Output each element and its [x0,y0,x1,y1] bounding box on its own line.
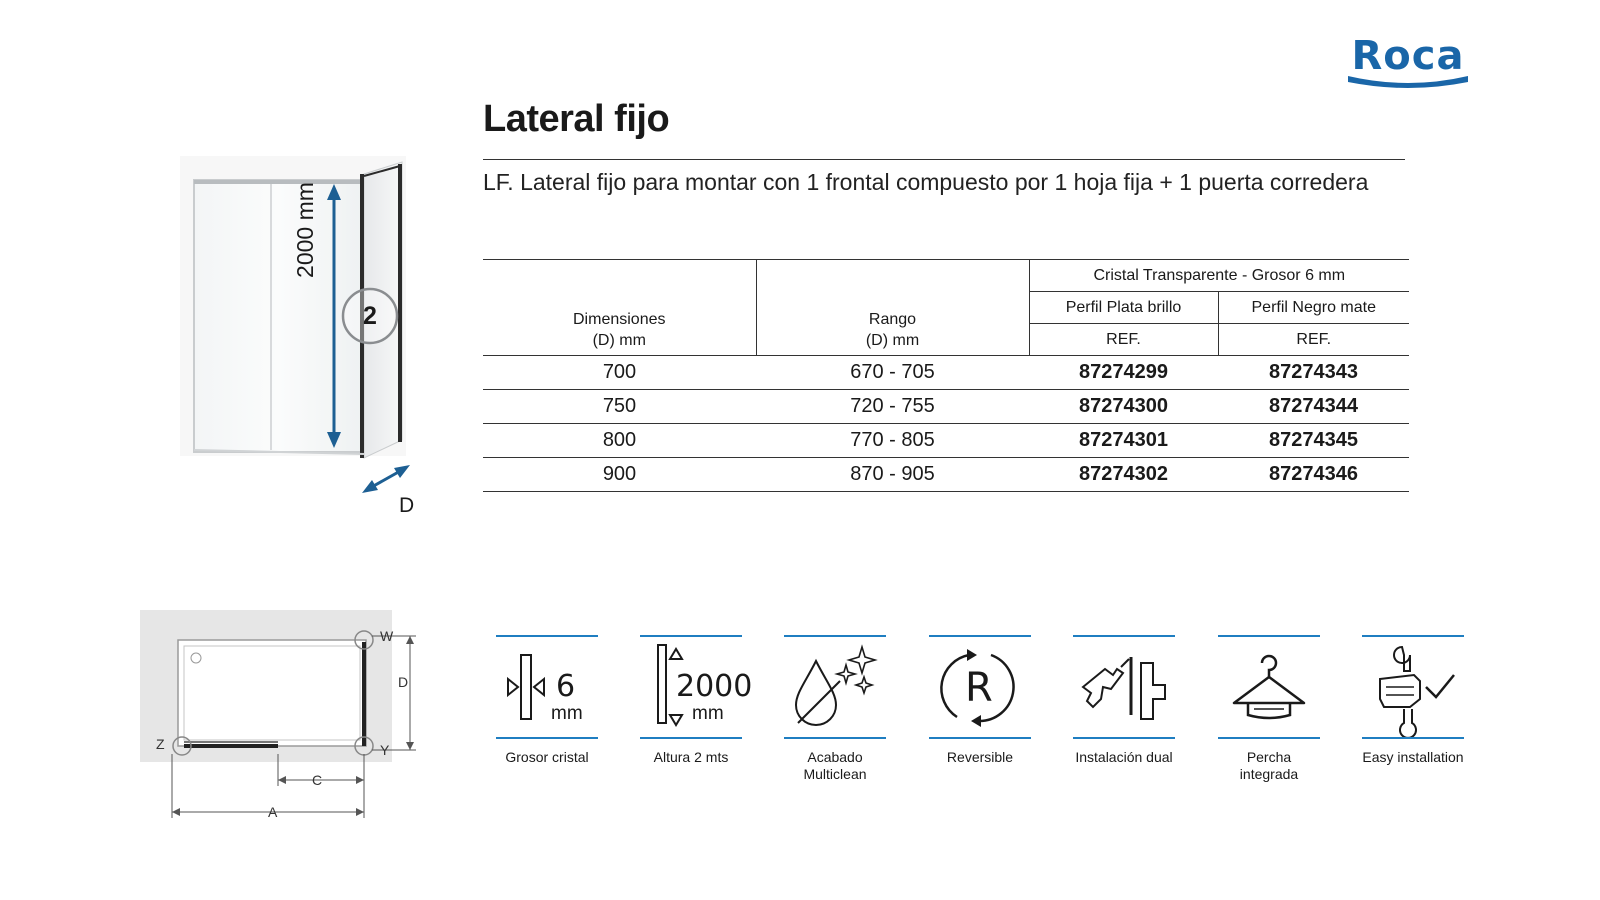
plan-label-d: D [398,674,409,690]
plan-label-a: A [268,804,278,820]
reversible-icon [929,635,1031,739]
feature-multiclean [784,635,886,783]
logo-wordmark: Roca [1351,33,1465,79]
feature-caption: Altura 2 mts [653,749,729,765]
cell-ref-plata: 87274299 [1029,356,1218,390]
page-title: Lateral fijo [483,98,670,140]
feature-hanger [1218,635,1320,783]
logo-swoosh-icon [1346,74,1470,88]
product-description: LF. Lateral fijo para montar con 1 frontal compuesto por 1 hoja fija + 1 puerta corredera [483,169,1369,195]
plan-label-z: Z [156,736,165,752]
table-row [483,458,1409,492]
height-label: 2000 mm [292,182,318,278]
dual-install-icon [1073,635,1175,739]
feature-caption: Easy installation [1362,749,1464,765]
col-dimensions-line1: Dimensiones [573,311,666,328]
ref-negro-header: REF. [1218,324,1409,356]
cell-ref-negro: 87274344 [1218,390,1409,424]
cell-dimension: 800 [483,424,756,458]
cell-dimension: 700 [483,356,756,390]
height-unit: mm [692,703,724,724]
col-dimensions-line2: (D) mm [592,332,646,349]
feature-caption: Instalación dual [1075,749,1173,765]
roca-logo [1346,34,1470,92]
cell-ref-plata: 87274300 [1029,390,1218,424]
cell-dimension: 900 [483,458,756,492]
cell-range: 720 - 755 [756,390,1029,424]
profile-negro-header: Perfil Negro mate [1218,292,1409,324]
feature-reversible [929,635,1031,766]
glass-thickness-icon [496,635,598,739]
feature-caption: Percha integrada [1239,749,1299,782]
badge-number: 2 [363,302,377,330]
cell-range: 870 - 905 [756,458,1029,492]
feature-height [640,635,753,766]
reversible-letter: R [965,665,993,711]
cell-ref-plata: 87274302 [1029,458,1218,492]
plan-label-w: W [380,628,394,644]
feature-dual-install [1073,635,1175,766]
cell-range: 670 - 705 [756,356,1029,390]
col-range-line2: (D) mm [865,332,920,349]
plan-view-diagram [136,608,436,828]
multiclean-icon [784,635,886,739]
height-icon [640,635,753,739]
col-dimensions-header [483,260,756,356]
feature-glass-thickness [496,635,598,766]
hanger-icon [1218,635,1320,739]
depth-label: D [399,494,415,517]
feature-caption: Grosor cristal [505,749,589,765]
title-divider [483,159,1405,160]
cell-range: 770 - 805 [756,424,1029,458]
cell-ref-negro: 87274343 [1218,356,1409,390]
feature-caption: Reversible [946,749,1014,765]
easy-install-icon [1362,635,1464,739]
ref-plata-header: REF. [1029,324,1218,356]
col-range-line1: Rango [868,311,917,328]
cell-ref-negro: 87274345 [1218,424,1409,458]
feature-caption: Acabado Multiclean [803,749,867,782]
thickness-value: 6 [556,669,576,704]
thickness-unit: mm [551,703,583,724]
table-row [483,424,1409,458]
col-range-header [756,260,1029,356]
feature-easy-install [1362,635,1464,766]
cell-dimension: 750 [483,390,756,424]
profile-plata-header: Perfil Plata brillo [1029,292,1218,324]
glass-header: Cristal Transparente - Grosor 6 mm [1029,260,1409,292]
cell-ref-plata: 87274301 [1029,424,1218,458]
table-row [483,390,1409,424]
reference-table [483,259,1409,492]
depth-arrow-icon [362,465,410,493]
plan-label-y: Y [380,742,390,758]
table-row [483,356,1409,390]
height-value: 2000 [676,669,753,704]
plan-label-c: C [312,772,323,788]
cell-ref-negro: 87274346 [1218,458,1409,492]
